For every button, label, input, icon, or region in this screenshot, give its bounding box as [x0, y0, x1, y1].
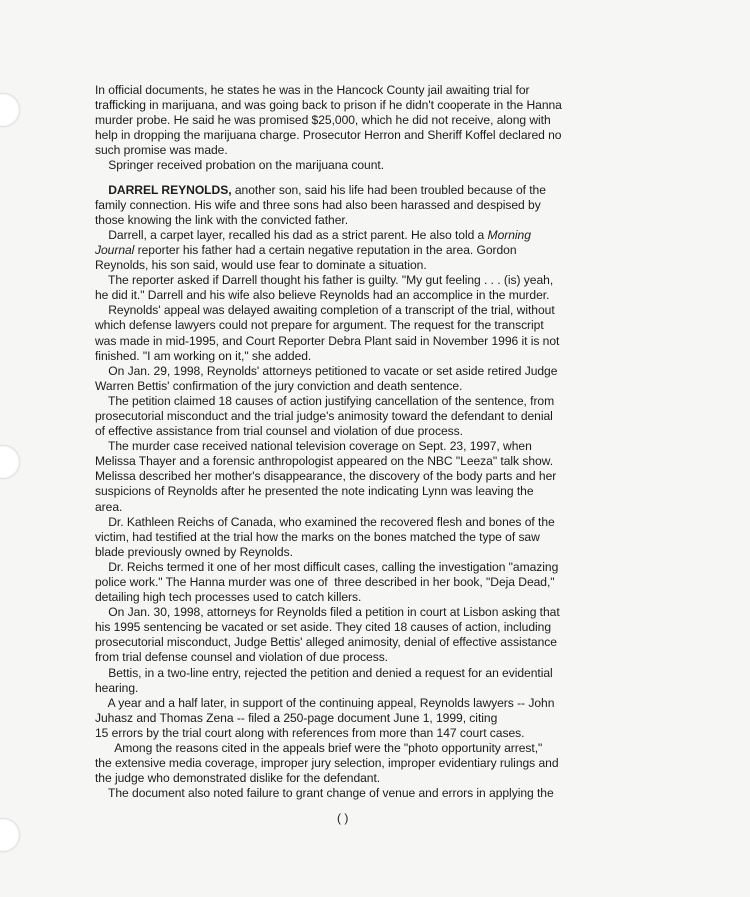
text-line: Reynolds' appeal was delayed awaiting completion of a transcript of the trial, without [95, 303, 555, 318]
text-run: Darrell, a carpet layer, recalled his dad as a strict parent. He also told a [95, 227, 488, 242]
text-line: Warren Bettis' confirmation of the jury conviction and death sentence. [95, 378, 463, 393]
page-number: ( ) [337, 811, 349, 825]
text-line: Juhasz and Thomas Zena -- filed a 250-page document June 1, 1999, citing [95, 710, 498, 725]
text-line: such promise was made. [95, 143, 228, 158]
text-line: suspicions of Reynolds after he presented the note indicating Lynn was leaving the [95, 484, 534, 499]
text-line: The petition claimed 18 causes of action justifying cancellation of the sentence, from [95, 393, 555, 408]
text-line: 15 errors by the trial court along with references from more than 147 court cases. [95, 725, 525, 740]
text-line: hearing. [95, 680, 139, 695]
text-line: Bettis, in a two-line entry, rejected the petition and denied a request for an evidential [95, 665, 553, 680]
text-line: victim, had testified at the trial how the marks on the bones matched the type of saw [95, 529, 540, 544]
text-line: detailing high tech processes used to catch killers. [95, 590, 362, 605]
text-line [95, 228, 591, 243]
text-line [95, 243, 591, 258]
text-line: murder probe. He said he was promised $25,000, which he did not receive, along with [95, 113, 551, 128]
text-line: The murder case received national television coverage on Sept. 23, 1997, when [95, 439, 532, 454]
text-line: his 1995 sentencing be vacated or set aside. They cited 18 causes of action, including [95, 620, 552, 635]
text-line: which defense lawyers could not prepare for argument. The request for the transcript [95, 318, 544, 333]
text-line: Dr. Reichs termed it one of her most difficult cases, calling the investigation "amazing [95, 559, 559, 574]
article-body [95, 83, 591, 801]
text-line: On Jan. 29, 1998, Reynolds' attorneys petitioned to vacate or set aside retired Judge [95, 363, 558, 378]
text-line: On Jan. 30, 1998, attorneys for Reynolds filed a petition in court at Lisbon asking that [95, 605, 560, 620]
text-line: finished. "I am working on it," she added. [95, 348, 312, 363]
text-line: family connection. His wife and three sons had also been harassed and despised by [95, 197, 541, 212]
text-line: Springer received probation on the marijuana count. [95, 158, 385, 173]
text-line: Dr. Kathleen Reichs of Canada, who examined the recovered flesh and bones of the [95, 514, 555, 529]
text-line: those knowing the link with the convicted father. [95, 212, 349, 227]
text-run: another son, said his life had been troubled because of the [231, 182, 546, 197]
text-line [95, 183, 591, 198]
text-line: area. [95, 499, 123, 514]
italic-run: Journal [95, 242, 135, 257]
text-line: prosecutorial misconduct and the trial judge's animosity toward the defendant to denial [95, 408, 553, 423]
text-line: The reporter asked if Darrell thought his father is guilty. "My gut feeling . . . (is) yeah, [95, 273, 554, 288]
text-line: trafficking in marijuana, and was going back to prison if he didn't cooperate in the Hanna [95, 98, 562, 113]
text-line: A year and a half later, in support of the continuing appeal, Reynolds lawyers -- John [95, 695, 555, 710]
text-line: of effective assistance from trial counsel and violation of due process. [95, 424, 463, 439]
binder-hole-bottom [0, 818, 20, 852]
binder-hole-middle [0, 445, 20, 479]
text-line: the extensive media coverage, improper jury selection, improper evidentiary rulings and [95, 756, 559, 771]
text-line: Among the reasons cited in the appeals brief were the "photo opportunity arrest," [95, 741, 543, 756]
text-line: he did it." Darrell and his wife also believe Reynolds had an accomplice in the murder. [95, 288, 550, 303]
text-line: the judge who demonstrated dislike for the defendant. [95, 771, 381, 786]
italic-run: Morning [487, 227, 531, 242]
text-line: prosecutorial misconduct, Judge Bettis' alleged animosity, denial of effective assistance [95, 635, 557, 650]
text-line: police work." The Hanna murder was one of three described in her book, "Deja Dead," [95, 575, 555, 589]
text-line: Melissa Thayer and a forensic anthropologist appeared on the NBC "Leeza" talk show. [95, 454, 553, 469]
text-line: The document also noted failure to grant change of venue and errors in applying the [95, 786, 554, 801]
text-line: help in dropping the marijuana charge. Prosecutor Herron and Sheriff Koffel declared no [95, 128, 562, 143]
binder-hole-top [0, 93, 20, 127]
text-line: was made in mid-1995, and Court Reporter Debra Plant said in November 1996 it is not [95, 333, 560, 348]
section-lead: DARREL REYNOLDS, [108, 182, 232, 197]
text-line: from trial defense counsel and violation of due process. [95, 650, 388, 665]
text-line: blade previously owned by Reynolds. [95, 544, 293, 559]
text-line: Reynolds, his son said, would use fear to dominate a situation. [95, 258, 427, 273]
text-run: reporter his father had a certain negative reputation in the area. Gordon [134, 242, 517, 257]
text-line: In official documents, he states he was in the Hancock County jail awaiting trial for [95, 83, 530, 97]
text-line: Melissa described her mother's disappearance, the discovery of the body parts and her [95, 469, 557, 484]
